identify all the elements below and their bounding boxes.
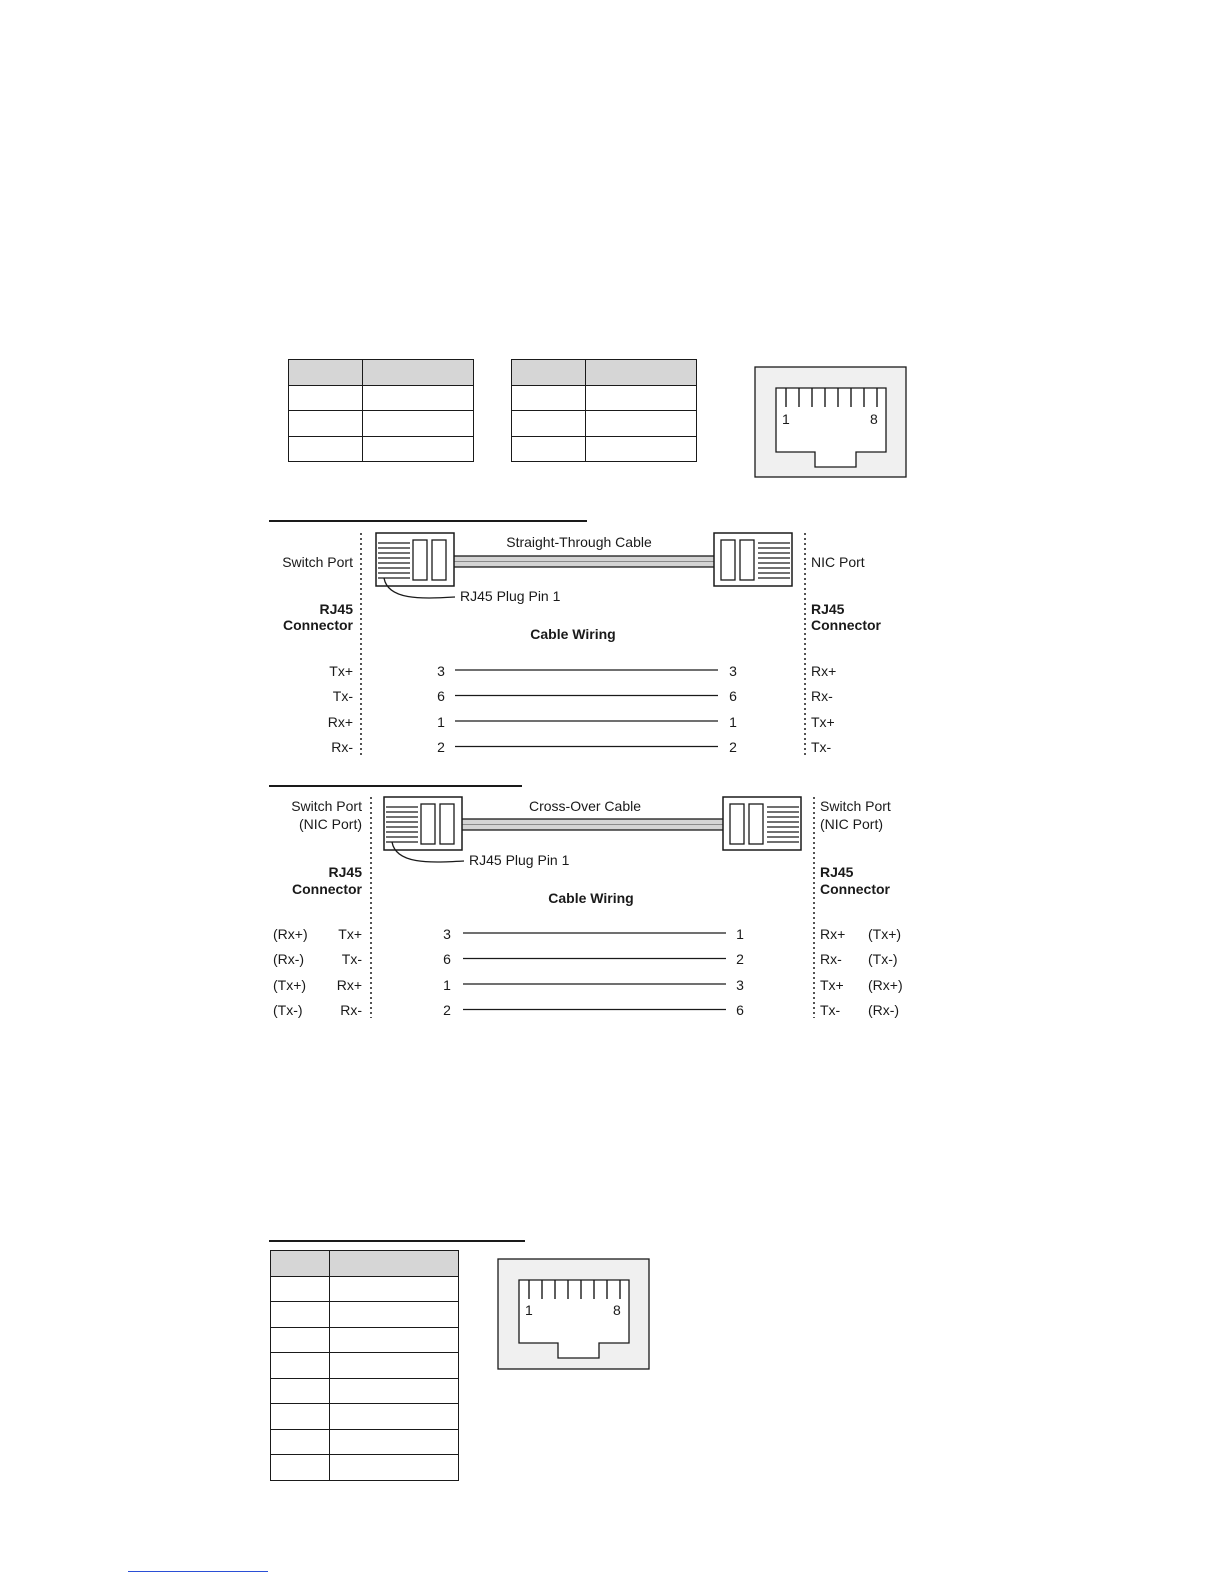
right-pin: 3 — [736, 977, 744, 993]
left-pin: 3 — [437, 663, 445, 679]
cross-over-cable — [461, 819, 725, 830]
left-pin: 6 — [437, 688, 445, 704]
right-connector-crossover-2: Connector — [820, 881, 890, 897]
right-pin: 6 — [736, 1002, 744, 1018]
left-port-label-crossover-2: (NIC Port) — [299, 816, 362, 832]
left-port-label-crossover-1: Switch Port — [291, 798, 362, 814]
left-signal: Tx- — [332, 688, 353, 704]
left-alt-signal: (Tx+) — [273, 977, 307, 993]
cross-over-cable-label: Cross-Over Cable — [528, 798, 642, 814]
straight-row-3 — [328, 714, 835, 730]
jack-pin-first-label: 1 — [782, 411, 790, 427]
left-connector-crossover-2: Connector — [292, 881, 362, 897]
footer-link-underline[interactable] — [128, 1571, 268, 1572]
rj45-jack-icon-top — [755, 367, 906, 477]
jack-pin-last-label-bottom: 8 — [613, 1302, 621, 1318]
left-alt-signal: (Tx-) — [273, 1002, 303, 1018]
left-signal: Rx+ — [327, 714, 353, 730]
left-signal: Rx- — [331, 739, 353, 755]
straight-through-cable — [453, 556, 715, 567]
crossover-row-4 — [273, 1002, 899, 1018]
right-pin: 2 — [736, 951, 744, 967]
straight-row-2 — [333, 688, 833, 704]
left-pin: 3 — [443, 926, 451, 942]
right-alt-signal: (Rx+) — [868, 977, 903, 993]
left-signal: Rx- — [340, 1002, 362, 1018]
right-alt-signal: (Rx-) — [868, 1002, 900, 1018]
left-signal: Tx+ — [338, 926, 362, 942]
right-signal: Tx- — [820, 1002, 841, 1018]
right-port-label: NIC Port — [811, 554, 865, 570]
right-alt-signal: (Tx+) — [868, 926, 902, 942]
right-port-label-crossover-2: (NIC Port) — [820, 816, 883, 832]
right-pin: 6 — [729, 688, 737, 704]
left-connector-label-2: Connector — [283, 617, 353, 633]
left-connector-label-1: RJ45 — [319, 601, 353, 617]
cable-wiring-title: Cable Wiring — [530, 626, 616, 642]
crossover-row-2 — [273, 951, 898, 967]
right-connector-label-2: Connector — [811, 617, 881, 633]
left-signal: Tx- — [341, 951, 362, 967]
right-pin: 2 — [729, 739, 737, 755]
jack-pin-first-label-bottom: 1 — [525, 1302, 533, 1318]
plug-pin1-label: RJ45 Plug Pin 1 — [460, 588, 561, 604]
right-signal: Tx+ — [820, 977, 844, 993]
rj45-plug-left-crossover-icon — [384, 797, 462, 850]
right-pin: 3 — [729, 663, 737, 679]
right-signal: Rx- — [811, 688, 833, 704]
straight-row-4 — [331, 739, 831, 755]
straight-through-cable-label: Straight-Through Cable — [506, 534, 652, 550]
right-signal: Rx+ — [811, 663, 837, 679]
rj45-plug-right-crossover-icon — [723, 797, 801, 850]
left-pin: 2 — [437, 739, 445, 755]
left-pin: 2 — [443, 1002, 451, 1018]
left-alt-signal: (Rx-) — [273, 951, 305, 967]
rj45-plug-right-icon — [714, 533, 792, 586]
right-alt-signal: (Tx-) — [868, 951, 898, 967]
right-signal: Tx- — [811, 739, 832, 755]
plug-pin1-label-crossover: RJ45 Plug Pin 1 — [469, 852, 570, 868]
straight-row-1 — [329, 663, 836, 679]
left-signal: Tx+ — [329, 663, 353, 679]
left-port-label: Switch Port — [282, 554, 353, 570]
left-alt-signal: (Rx+) — [273, 926, 308, 942]
left-pin: 1 — [437, 714, 445, 730]
right-port-label-crossover-1: Switch Port — [820, 798, 891, 814]
left-signal: Rx+ — [336, 977, 362, 993]
right-connector-crossover-1: RJ45 — [820, 864, 854, 880]
left-pin: 6 — [443, 951, 451, 967]
jack-pin-last-label: 8 — [870, 411, 878, 427]
right-pin: 1 — [736, 926, 744, 942]
rj45-plug-left-icon — [376, 533, 454, 586]
right-signal: Tx+ — [811, 714, 835, 730]
cable-wiring-title-crossover: Cable Wiring — [548, 890, 634, 906]
left-connector-crossover-1: RJ45 — [328, 864, 362, 880]
right-connector-label-1: RJ45 — [811, 601, 845, 617]
right-signal: Rx+ — [820, 926, 846, 942]
left-pin: 1 — [443, 977, 451, 993]
crossover-row-1 — [273, 926, 901, 942]
rj45-jack-icon-bottom — [498, 1259, 649, 1369]
right-pin: 1 — [729, 714, 737, 730]
crossover-row-3 — [273, 977, 903, 993]
right-signal: Rx- — [820, 951, 842, 967]
